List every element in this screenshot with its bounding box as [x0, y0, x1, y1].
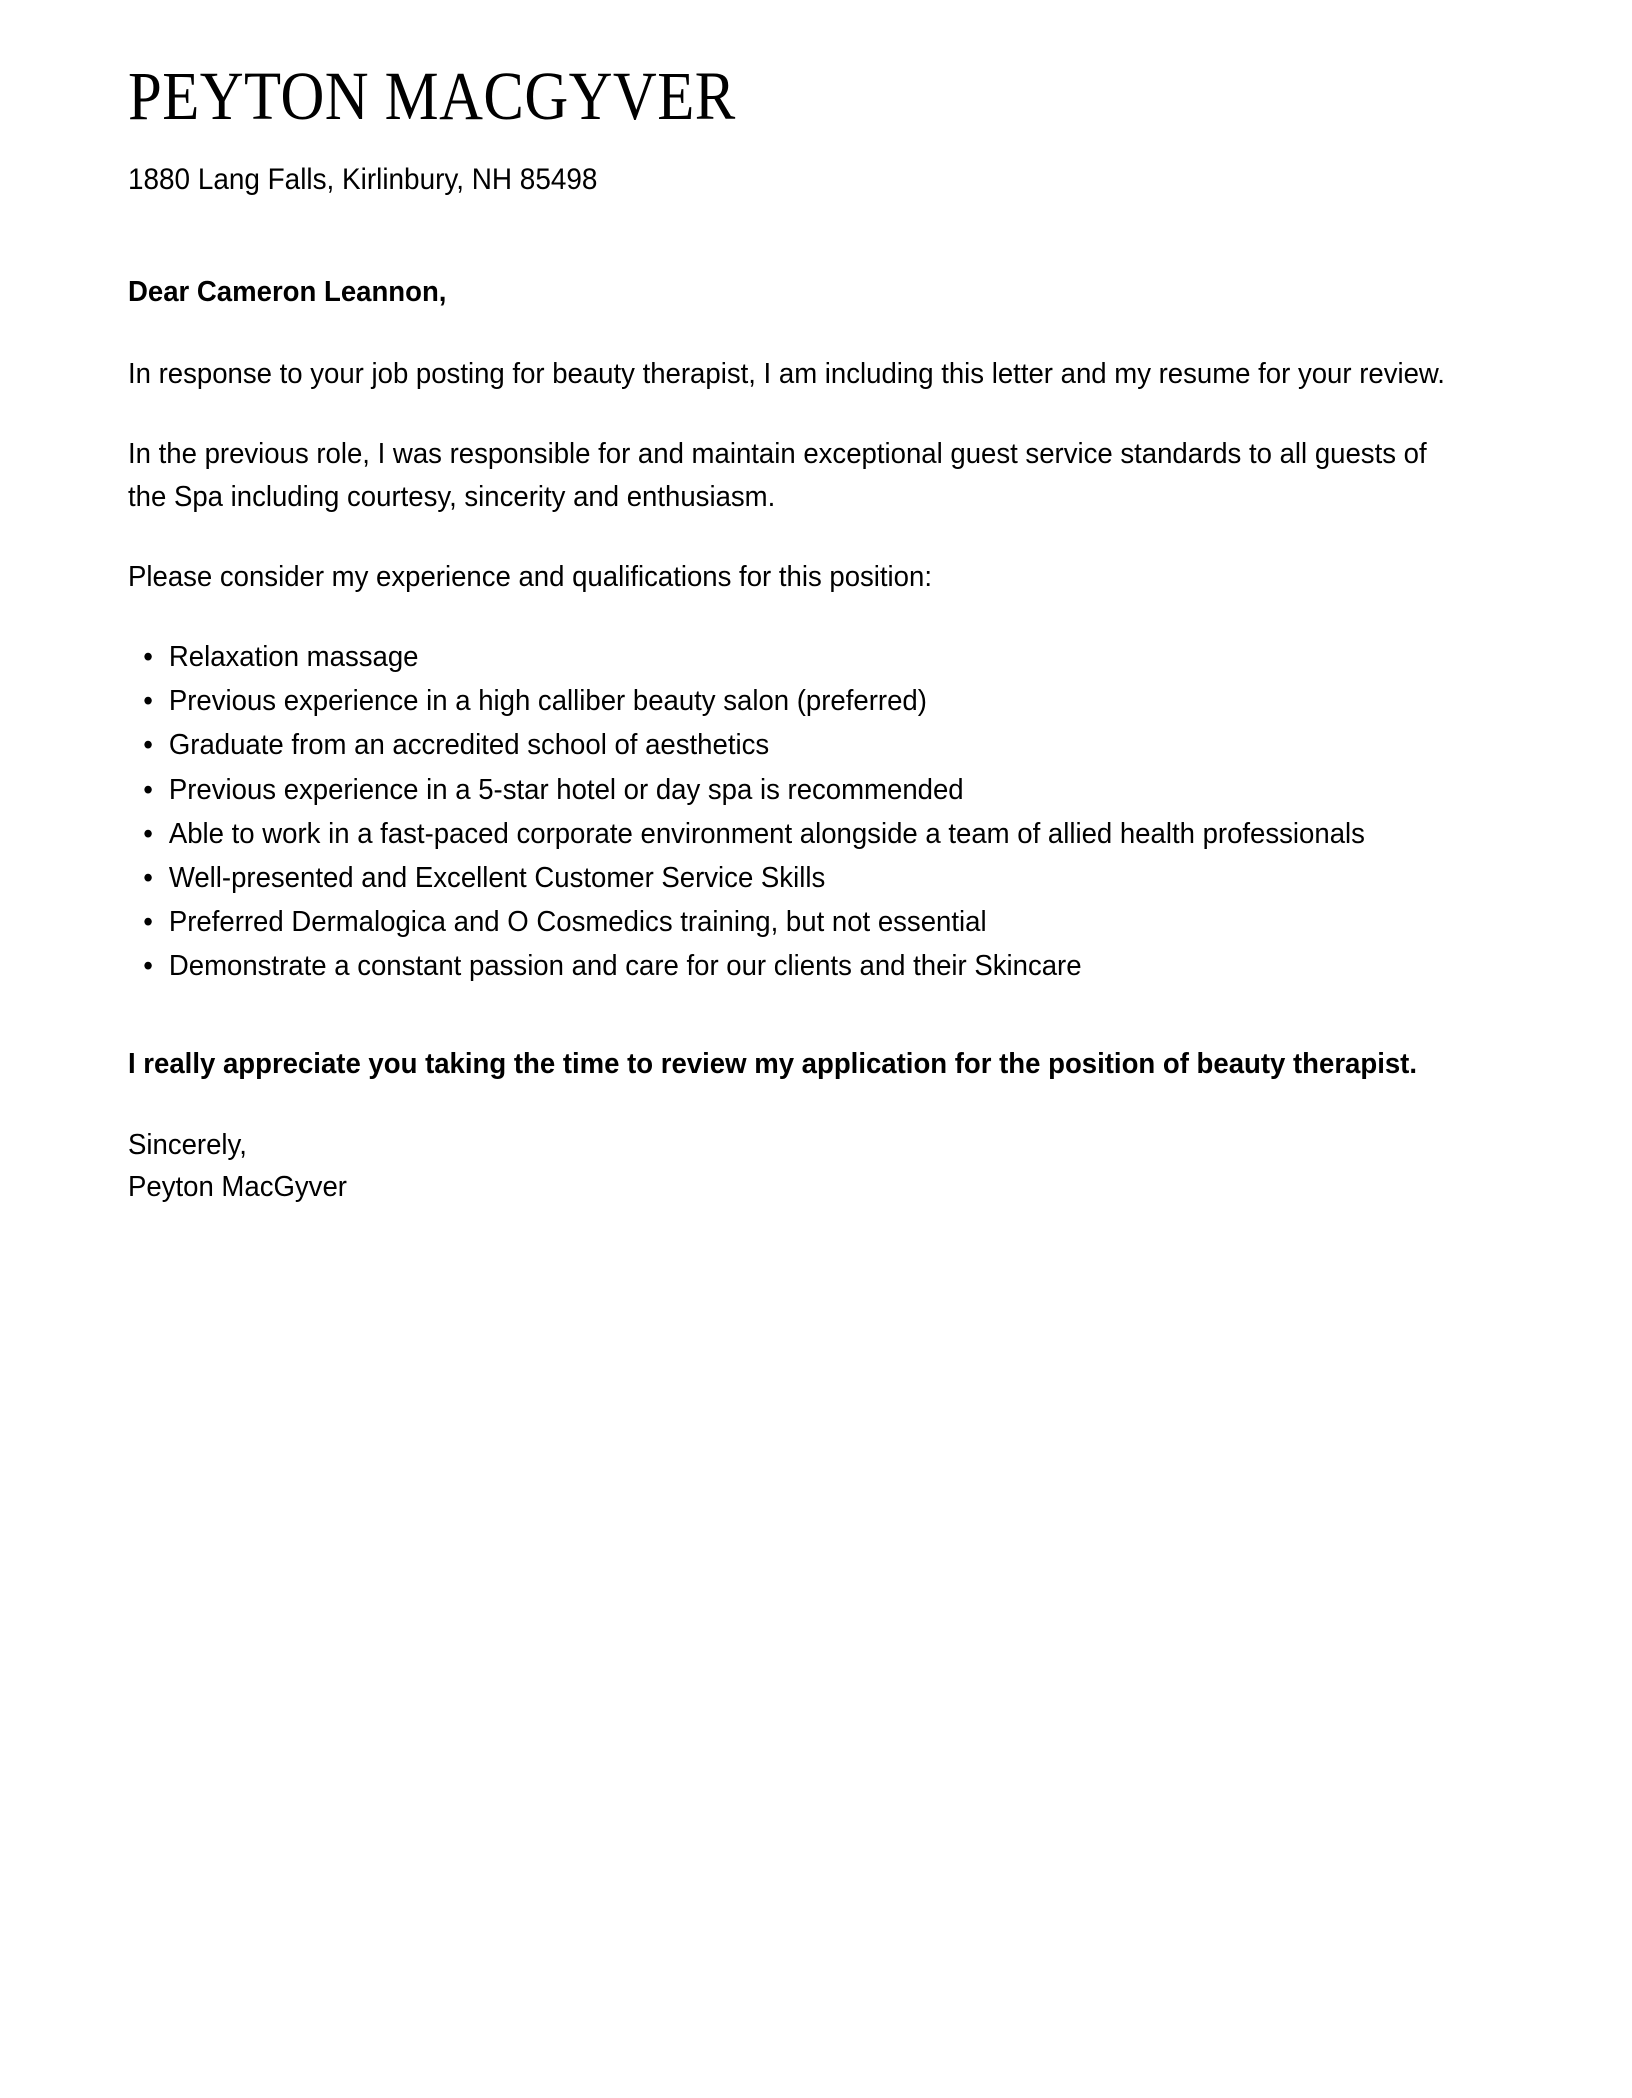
list-item-label: Previous experience in a 5-star hotel or day spa is recommended — [168, 773, 964, 806]
signature-name: Peyton MacGyver — [128, 1171, 347, 1204]
letter-content — [128, 58, 1468, 1208]
bullet-icon: • — [143, 773, 153, 806]
bullet-icon: • — [143, 729, 153, 762]
applicant-address: 1880 Lang Falls, Kirlinbury, NH 85498 — [128, 163, 598, 196]
applicant-name: PEYTON MACGYVER — [128, 58, 736, 134]
signature-block — [128, 1124, 1401, 1208]
list-item — [128, 681, 1468, 722]
list-item — [128, 858, 1468, 899]
list-item — [128, 725, 1468, 766]
body-paragraph-1: In response to your job posting for beauty therapist, I am including this letter and my resume for your review. — [128, 357, 1445, 390]
list-item-label: Well-presented and Excellent Customer Service Skills — [168, 861, 826, 894]
bullet-icon: • — [143, 861, 153, 894]
list-item — [128, 902, 1468, 943]
body-paragraph-3: Please consider my experience and qualifications for this position: — [128, 561, 932, 594]
letter-body — [128, 271, 1468, 1209]
list-item — [128, 946, 1468, 987]
list-item-label: Relaxation massage — [168, 641, 419, 674]
list-item-label: Able to work in a fast-paced corporate environment alongside a team of allied health professionals — [168, 817, 1365, 850]
bullet-icon: • — [143, 641, 153, 674]
list-item-label: Previous experience in a high calliber beauty salon (preferred) — [168, 685, 927, 718]
list-item-label: Preferred Dermalogica and O Cosmedics training, but not essential — [168, 906, 987, 939]
qualifications-list — [128, 637, 1468, 987]
sign-off: Sincerely, — [128, 1129, 247, 1162]
body-paragraph-2: In the previous role, I was responsible for and maintain exceptional guest service standards to all guests of the Spa including courtesy, sincerity and enthusiasm. — [128, 438, 1427, 513]
list-item — [128, 637, 1468, 678]
list-item-label: Demonstrate a constant passion and care for our clients and their Skincare — [168, 950, 1082, 983]
closing-statement: I really appreciate you taking the time to review my application for the position of beauty therapist. — [128, 1048, 1418, 1081]
list-item-label: Graduate from an accredited school of aesthetics — [168, 729, 770, 762]
salutation: Dear Cameron Leannon, — [128, 275, 447, 308]
list-item — [128, 770, 1468, 811]
bullet-icon: • — [143, 906, 153, 939]
bullet-icon: • — [143, 685, 153, 718]
list-item — [128, 814, 1468, 855]
bullet-icon: • — [143, 950, 153, 983]
letter-header — [128, 58, 1468, 199]
bullet-icon: • — [143, 817, 153, 850]
